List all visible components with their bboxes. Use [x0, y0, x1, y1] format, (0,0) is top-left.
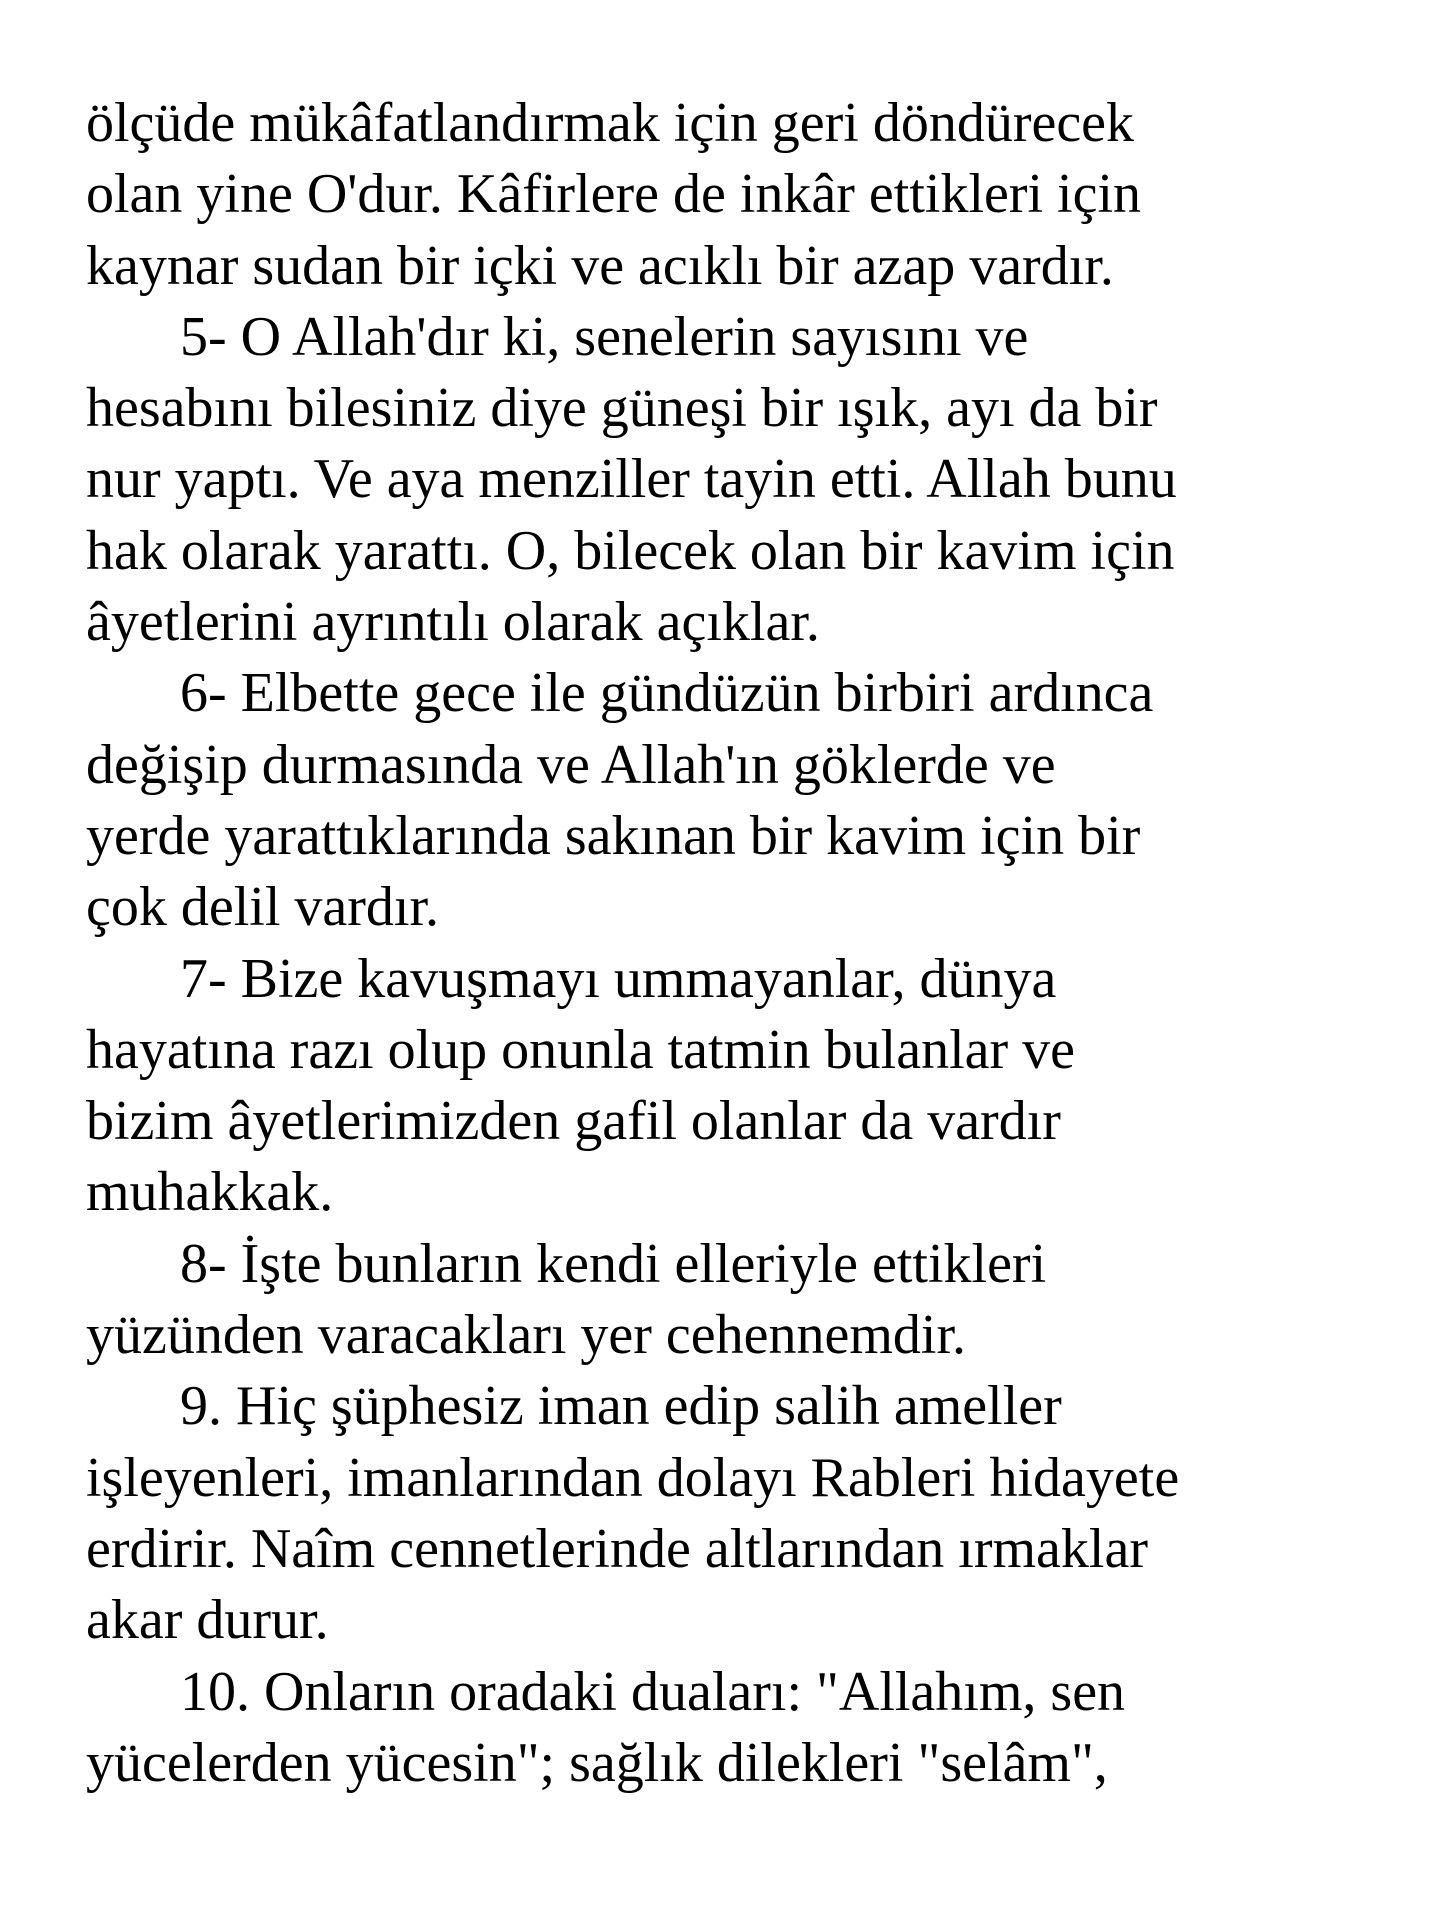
- text-line: işleyenleri, imanlarından dolayı Rableri hidayete: [86, 1446, 1180, 1509]
- text-line: âyetlerini ayrıntılı olarak açıklar.: [86, 591, 820, 654]
- text-line: kaynar sudan bir içki ve acıklı bir azap vardır.: [86, 234, 1114, 297]
- text-line: yücelerden yücesin"; sağlık dilekleri "selâm",: [86, 1731, 1108, 1794]
- text-line: ölçüde mükâfatlandırmak için geri döndürecek: [86, 92, 1135, 154]
- text-line: nur yaptı. Ve aya menziller tayin etti. Allah bunu: [86, 448, 1177, 511]
- text-line: hesabını bilesiniz diye güneşi bir ışık, ayı da bir: [86, 377, 1158, 440]
- verse-7-start: 7- Bize kavuşmayı ummayanlar, dünya: [180, 947, 1057, 1010]
- verse-9-start: 9. Hiç şüphesiz iman edip salih ameller: [180, 1375, 1062, 1438]
- text-line: hak olarak yarattı. O, bilecek olan bir kavim için: [86, 519, 1175, 582]
- document-page: [86, 88, 1406, 1799]
- text-line: değişip durmasında ve Allah'ın göklerde ve: [86, 733, 1056, 796]
- text-line: çok delil vardır.: [86, 876, 440, 939]
- text-line: yerde yarattıklarında sakınan bir kavim için bir: [86, 804, 1141, 867]
- verse-5-start: 5- O Allah'dır ki, senelerin sayısını ve: [180, 305, 1029, 368]
- text-line: muhakkak.: [86, 1161, 334, 1224]
- text-line: olan yine O'dur. Kâfirlere de inkâr ettikleri için: [86, 163, 1142, 226]
- text-line: bizim âyetlerimizden gafil olanlar da vardır: [86, 1090, 1061, 1153]
- verse-10-start: 10. Onların oradaki duaları: "Allahım, sen: [180, 1660, 1126, 1723]
- text-line: erdirir. Naîm cennetlerinde altlarından ırmaklar: [86, 1517, 1148, 1580]
- text-line: hayatına razı olup onunla tatmin bulanlar ve: [86, 1018, 1075, 1081]
- text-line: akar durur.: [86, 1589, 329, 1652]
- verse-6-start: 6- Elbette gece ile gündüzün birbiri ardınca: [180, 662, 1154, 725]
- verse-8-start: 8- İşte bunların kendi elleriyle ettikleri: [180, 1232, 1047, 1295]
- text-line: yüzünden varacakları yer cehennemdir.: [86, 1304, 967, 1367]
